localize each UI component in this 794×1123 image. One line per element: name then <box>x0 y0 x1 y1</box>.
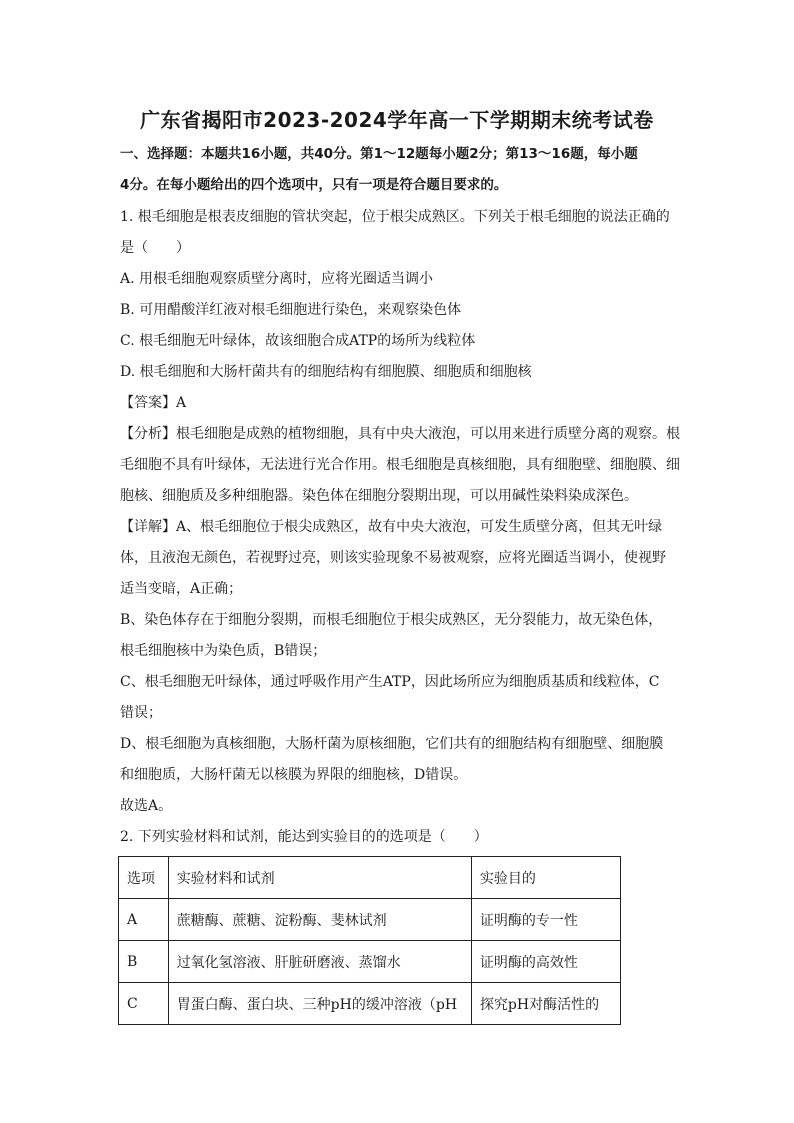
table-row <box>119 941 621 983</box>
table-row <box>119 983 621 1025</box>
table-cell: 蔗糖酶、蔗糖、淀粉酶、斐林试剂 <box>168 899 471 941</box>
q1-detail-line: 错误； <box>120 705 162 721</box>
q1-detail-line: 和细胞质，大肠杆菌无以核膜为界限的细胞核，D错误。 <box>120 767 468 783</box>
table-cell: B <box>119 941 169 983</box>
table-header-cell: 选项 <box>119 857 169 899</box>
q1-analysis-line: 【分析】根毛细胞是成熟的植物细胞，具有中央大液泡，可以用来进行质壁分离的观察。根 <box>120 426 680 442</box>
q1-detail-line: 根毛细胞核中为染色质，B错误； <box>120 643 327 659</box>
q1-stem-line1: 1. 根毛细胞是根表皮细胞的管状突起，位于根尖成熟区。下列关于根毛细胞的说法正确的 <box>120 209 670 225</box>
q1-option-d: D. 根毛细胞和大肠杆菌共有的细胞结构有细胞膜、细胞质和细胞核 <box>120 364 532 380</box>
table-row <box>119 899 621 941</box>
section-instruction-line1: 一、选择题：本题共16小题，共40分。第1～12题每小题2分；第13～16题，每小题 <box>120 146 638 162</box>
q1-option-a: A. 用根毛细胞观察质壁分离时，应将光圈适当调小 <box>120 271 434 287</box>
table-cell: C <box>119 983 169 1025</box>
table-cell: 探究pH对酶活性的 <box>471 983 620 1025</box>
q1-detail-line: 故选A。 <box>120 798 173 814</box>
table-cell: 过氧化氢溶液、肝脏研磨液、蒸馏水 <box>168 941 471 983</box>
table-header-cell: 实验材料和试剂 <box>168 857 471 899</box>
table-header-cell: 实验目的 <box>471 857 620 899</box>
q1-analysis-line: 胞核、细胞质及多种细胞器。染色体在细胞分裂期出现，可以用碱性染料染成深色。 <box>120 488 638 504</box>
table-cell: 证明酶的高效性 <box>471 941 620 983</box>
q2-experiment-table <box>118 856 621 1025</box>
q1-detail-line: 适当变暗，A正确； <box>120 581 243 597</box>
section-instruction-line2: 4分。在每小题给出的四个选项中，只有一项是符合题目要求的。 <box>120 177 508 193</box>
table-cell: 胃蛋白酶、蛋白块、三种pH的缓冲溶液（pH <box>168 983 471 1025</box>
q1-detail-line: 【详解】A、根毛细胞位于根尖成熟区，故有中央大液泡，可发生质壁分离，但其无叶绿 <box>120 519 663 535</box>
q1-detail-line: 体，且液泡无颜色，若视野过亮，则该实验现象不易被观察，应将光圈适当调小，使视野 <box>120 550 666 566</box>
q1-option-b: B. 可用醋酸洋红液对根毛细胞进行染色，来观察染色体 <box>120 302 462 318</box>
q1-answer: 【答案】A <box>120 395 187 411</box>
exam-title: 广东省揭阳市2023-2024学年高一下学期期末统考试卷 <box>140 108 654 132</box>
q1-stem-line2: 是（ ） <box>120 240 190 256</box>
q1-detail-line: D、根毛细胞为真核细胞，大肠杆菌为原核细胞，它们共有的细胞结构有细胞壁、细胞膜 <box>120 736 664 752</box>
table-header-row <box>119 857 621 899</box>
q1-detail-line: C、根毛细胞无叶绿体，通过呼吸作用产生ATP，因此场所应为细胞质基质和线粒体，C <box>120 674 660 690</box>
q1-option-c: C. 根毛细胞无叶绿体，故该细胞合成ATP的场所为线粒体 <box>120 333 476 349</box>
q2-stem: 2. 下列实验材料和试剂，能达到实验目的的选项是（ ） <box>120 829 488 845</box>
table-cell: A <box>119 899 169 941</box>
q1-detail-line: B、染色体存在于细胞分裂期，而根毛细胞位于根尖成熟区，无分裂能力，故无染色体， <box>120 612 663 628</box>
q1-analysis-line: 毛细胞不具有叶绿体，无法进行光合作用。根毛细胞是真核细胞，具有细胞壁、细胞膜、细 <box>120 457 680 473</box>
table-cell: 证明酶的专一性 <box>471 899 620 941</box>
